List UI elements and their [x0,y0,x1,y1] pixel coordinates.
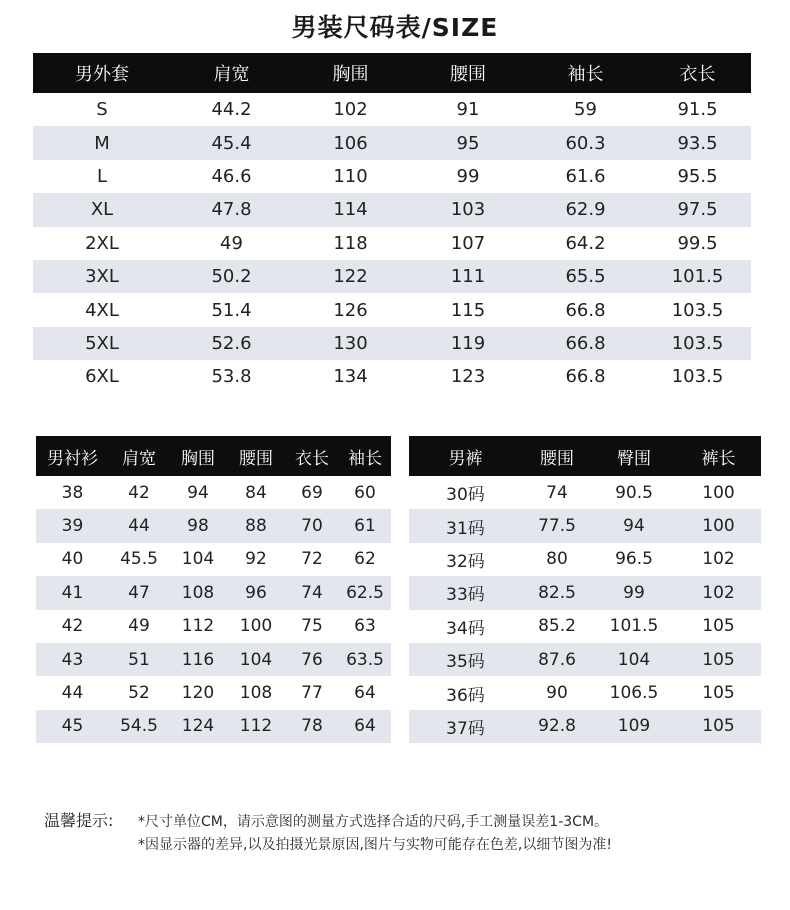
table-cell: 51.4 [211,299,252,321]
shirt-table-body [36,476,391,743]
table-cell: 100 [239,616,273,637]
column-header: 男裤 [409,436,522,476]
table-cell: 107 [450,232,486,254]
jacket-size-table [33,53,751,394]
tips-section [44,808,764,860]
table-cell: 60 [354,482,376,503]
table-cell: 103.5 [644,327,751,360]
table-cell: 49 [220,232,243,254]
header-row [409,436,761,476]
table-cell: 70 [285,509,339,542]
table-cell: 101.5 [644,260,751,293]
table-cell: 69 [301,482,323,503]
table-cell: 80 [546,549,568,570]
table-row [409,509,761,542]
table-row [36,710,391,743]
table-row [409,476,761,509]
shirt-size-table [36,436,391,743]
table-cell: 2XL [85,232,119,254]
table-cell: 119 [409,327,527,360]
table-cell: 90 [546,683,568,704]
table-row [409,543,761,576]
table-cell: 122 [292,260,409,293]
table-cell: 61 [339,509,391,542]
table-cell: 91 [456,99,480,121]
table-row [33,260,751,293]
table-cell: 35码 [409,643,522,676]
table-cell: 130 [292,327,409,360]
table-cell: 96.5 [615,549,653,570]
table-cell: 90.5 [615,482,653,503]
table-cell: L [96,165,108,187]
table-cell: 98 [169,509,227,542]
table-row [36,643,391,676]
table-cell: 112 [227,710,285,743]
table-cell: 108 [169,576,227,609]
pants-table-body [409,476,761,743]
column-header: 袖长 [339,436,391,476]
table-cell: 45.4 [171,126,292,159]
tips-row-2 [44,834,764,860]
table-row [36,610,391,643]
table-cell: 64 [354,683,376,704]
table-cell: 52.6 [171,327,292,360]
column-header: 肩宽 [171,53,292,93]
table-cell: 41 [36,576,109,609]
table-cell: 59 [574,99,597,121]
table-cell: 36码 [446,685,485,706]
table-cell: 37码 [409,710,522,743]
table-cell: 126 [333,299,368,321]
page-title: 男装尺码表/SIZE [291,13,499,42]
column-header: 胸围 [169,436,227,476]
table-cell: 66.8 [565,366,606,388]
table-cell: 102 [333,99,368,121]
table-cell: 34码 [446,618,485,639]
table-cell: 105 [676,643,761,676]
table-cell: 4XL [85,299,119,321]
table-cell: 54.5 [109,710,169,743]
column-header: 胸围 [292,53,409,93]
pants-size-table [409,436,761,743]
table-row [33,93,751,126]
tips-label: 温馨提示: [44,811,114,830]
table-cell: 47.8 [171,193,292,226]
table-cell: 99.5 [677,232,718,254]
table-cell: 116 [169,643,227,676]
table-cell: 62.9 [527,193,644,226]
table-cell: 134 [333,366,368,388]
table-cell: 50.2 [171,260,292,293]
table-cell: 74 [285,576,339,609]
jacket-table-body [33,93,751,394]
table-cell: 33码 [409,576,522,609]
tips-line-1: *尺寸单位CM，请示意图的测量方式选择合适的尺码,手工测量误差1-3CM。 [138,814,609,830]
table-row [33,160,751,193]
table-cell: 118 [333,232,368,254]
table-cell: 84 [245,482,267,503]
table-cell: 52 [128,683,150,704]
jacket-table-header [33,53,751,93]
table-cell: 47 [109,576,169,609]
table-cell: 72 [301,549,323,570]
tips-row-1 [44,808,764,834]
table-cell: 78 [285,710,339,743]
column-header: 肩宽 [109,436,169,476]
table-cell: 95.5 [677,165,718,187]
table-cell: 60.3 [527,126,644,159]
table-cell: 92 [245,549,267,570]
table-cell: 76 [285,643,339,676]
table-row [409,676,761,709]
table-cell: 110 [333,165,368,187]
table-cell: 95 [409,126,527,159]
column-header: 裤长 [676,436,761,476]
table-cell: 100 [702,482,735,503]
table-row [409,643,761,676]
table-row [36,576,391,609]
table-cell: 96 [227,576,285,609]
table-row [36,676,391,709]
table-cell: 65.5 [527,260,644,293]
table-cell: 120 [181,683,215,704]
table-cell: 108 [239,683,273,704]
table-cell: 103 [409,193,527,226]
table-cell: 99 [592,576,676,609]
table-cell: 45 [36,710,109,743]
table-cell: 111 [409,260,527,293]
table-cell: 105 [702,683,735,704]
table-cell: 62 [354,549,376,570]
table-cell: 99 [456,165,480,187]
table-cell: 42 [128,482,150,503]
table-cell: 3XL [33,260,171,293]
column-header: 衣长 [285,436,339,476]
table-row [33,327,751,360]
table-cell: 5XL [33,327,171,360]
table-cell: 85.2 [538,616,576,637]
table-cell: 114 [292,193,409,226]
table-row [36,543,391,576]
column-header: 衣长 [644,53,751,93]
table-cell: 102 [676,576,761,609]
table-cell: 94 [187,482,209,503]
table-cell: 32码 [446,551,485,572]
table-cell: 64.2 [565,232,606,254]
table-cell: 6XL [85,366,119,388]
table-cell: 46.6 [211,165,252,187]
table-cell: 82.5 [522,576,592,609]
table-cell: 97.5 [644,193,751,226]
table-cell: 88 [227,509,285,542]
table-cell: 104 [227,643,285,676]
column-header: 臀围 [592,436,676,476]
table-cell: 105 [676,710,761,743]
table-row [33,293,751,326]
table-cell: 77 [301,683,323,704]
table-cell: 39 [36,509,109,542]
table-cell: 106.5 [609,683,659,704]
table-cell: 66.8 [565,299,606,321]
column-header: 腰围 [227,436,285,476]
table-row [409,710,761,743]
tips-line-2: *因显示器的差异,以及拍摄光景原因,图片与实物可能存在色差,以细节图为准! [138,837,612,853]
header-row [33,53,751,93]
table-cell: 100 [676,509,761,542]
table-cell: 93.5 [644,126,751,159]
shirt-table-header [36,436,391,476]
table-row [33,193,751,226]
column-header: 袖长 [527,53,644,93]
table-cell: 42 [61,616,84,637]
table-cell: 102 [702,549,735,570]
table-cell: 123 [450,366,486,388]
table-cell: 104 [181,549,215,570]
table-cell: 49 [128,616,150,637]
table-cell: 74 [546,482,568,503]
table-cell: 115 [450,299,486,321]
table-cell: 51 [109,643,169,676]
table-row [33,227,751,260]
table-cell: 94 [592,509,676,542]
table-row [409,610,761,643]
table-cell: 44.2 [211,99,252,121]
table-cell: M [33,126,171,159]
table-cell: 44 [61,683,84,704]
table-cell: 101.5 [609,616,659,637]
table-row [33,126,751,159]
table-row [36,476,391,509]
table-cell: 45.5 [120,549,158,570]
table-cell: 92.8 [522,710,592,743]
table-row [36,509,391,542]
table-cell: 62.5 [339,576,391,609]
table-cell: 31码 [409,509,522,542]
table-cell: 124 [169,710,227,743]
table-cell: 43 [36,643,109,676]
table-cell: 106 [292,126,409,159]
table-cell: 44 [109,509,169,542]
table-row [409,576,761,609]
header-row [36,436,391,476]
table-cell: 91.5 [677,99,718,121]
column-header: 男衬衫 [36,436,109,476]
pants-table-header [409,436,761,476]
table-cell: 63.5 [339,643,391,676]
table-cell: 87.6 [522,643,592,676]
column-header: 男外套 [33,53,171,93]
table-cell: 104 [592,643,676,676]
table-cell: 103.5 [671,299,724,321]
table-cell: 38 [61,482,84,503]
table-cell: 75 [301,616,323,637]
table-cell: XL [33,193,171,226]
table-cell: 112 [181,616,215,637]
table-cell: S [96,99,108,121]
table-cell: 64 [339,710,391,743]
table-cell: 63 [354,616,376,637]
table-cell: 103.5 [671,366,724,388]
table-cell: 105 [702,616,735,637]
table-cell: 66.8 [527,327,644,360]
column-header: 腰围 [522,436,592,476]
table-cell: 109 [592,710,676,743]
table-row [33,360,751,393]
table-cell: 30码 [446,485,485,506]
table-cell: 77.5 [522,509,592,542]
table-cell: 40 [61,549,84,570]
table-cell: 61.6 [565,165,606,187]
table-cell: 53.8 [211,366,252,388]
column-header: 腰围 [409,53,527,93]
